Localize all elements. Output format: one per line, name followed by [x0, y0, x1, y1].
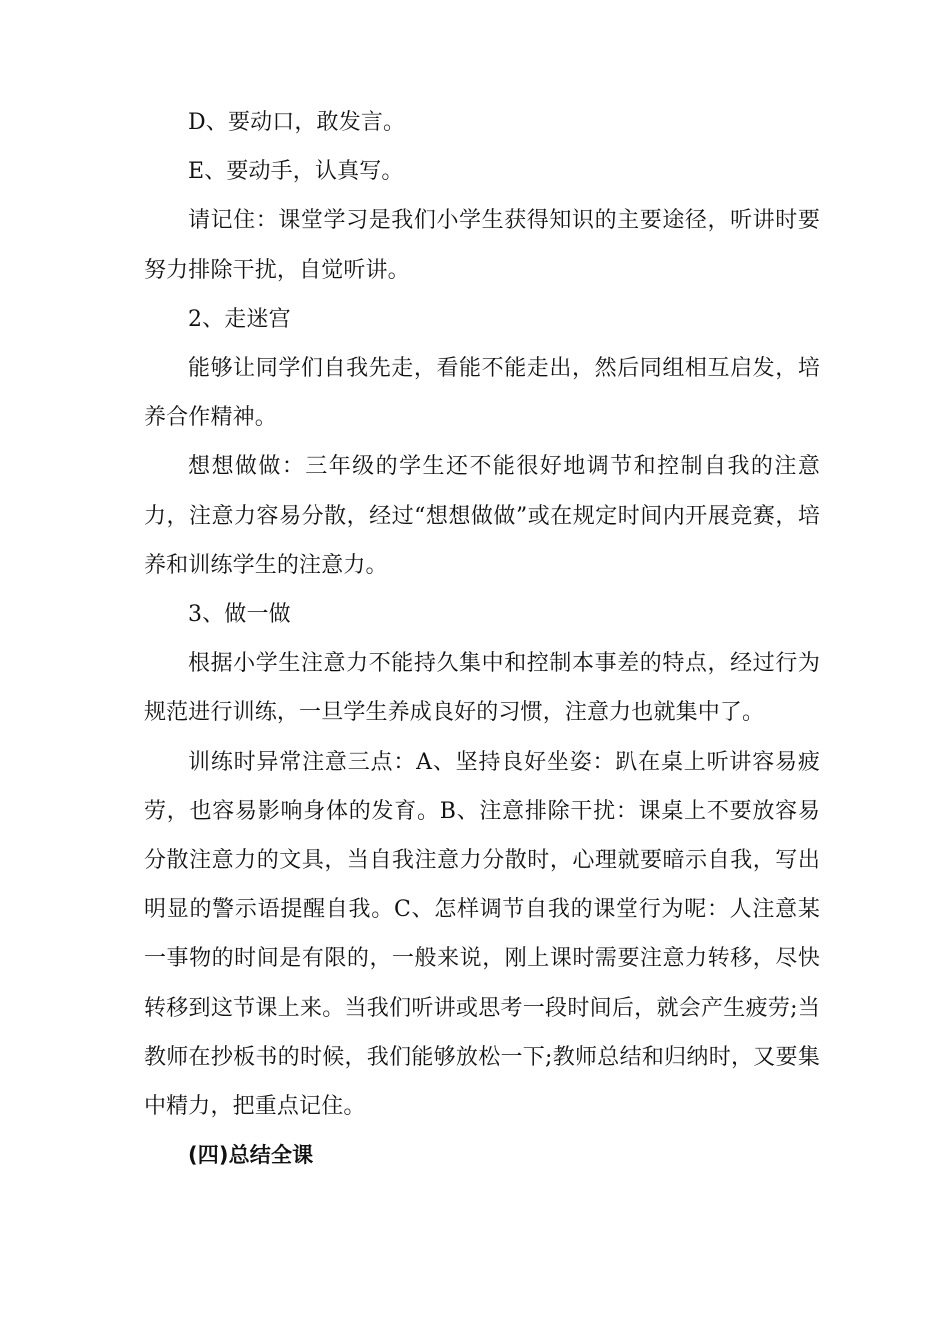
paragraph-do-title: 3、做一做 — [188, 602, 291, 628]
paragraph-do-body: 根据小学生注意力不能持久集中和控制本事差的特点，经过行为规范进行训练，一旦学生养成良好的习惯，注意力也就集中了。 — [144, 651, 820, 726]
paragraph-training-points: 训练时异常注意三点：A、坚持良好坐姿：趴在桌上听讲容易疲劳，也容易影响身体的发育。B、注意排除干扰：课桌上不要放容易分散注意力的文具，当自我注意力分散时，心理就要暗示自我，写出明显的警示语提醒自我。C、怎样调节自我的课堂行为呢：人注意某一事物的时间是有限的，一般来说，刚上课时需要注意力转移，尽快转移到这节课上来。当我们听讲或思考一段时间后，就会产生疲劳;当教师在抄板书的时候，我们能够放松一下;教师总结和归纳时，又要集中精力，把重点记住。 — [144, 749, 820, 1120]
section-heading: (四)总结全课 — [188, 1143, 314, 1168]
paragraph-maze-title: 2、走迷宫 — [188, 306, 291, 332]
paragraph-item-d: D、要动口，敢发言。 — [188, 110, 406, 135]
paragraph-remember: 请记住：课堂学习是我们小学生获得知识的主要途径，听讲时要努力排除干扰，自觉听讲。 — [144, 208, 820, 283]
paragraph-think-and-do: 想想做做：三年级的学生还不能很好地调节和控制自我的注意力，注意力容易分散，经过“想想做做”或在规定时间内开展竞赛，培养和训练学生的注意力。 — [144, 454, 820, 578]
paragraph-item-e: E、要动手，认真写。 — [188, 159, 404, 185]
paragraph-maze-body: 能够让同学们自我先走，看能不能走出，然后同组相互启发，培养合作精神。 — [144, 356, 820, 431]
document-body — [144, 98, 820, 1180]
